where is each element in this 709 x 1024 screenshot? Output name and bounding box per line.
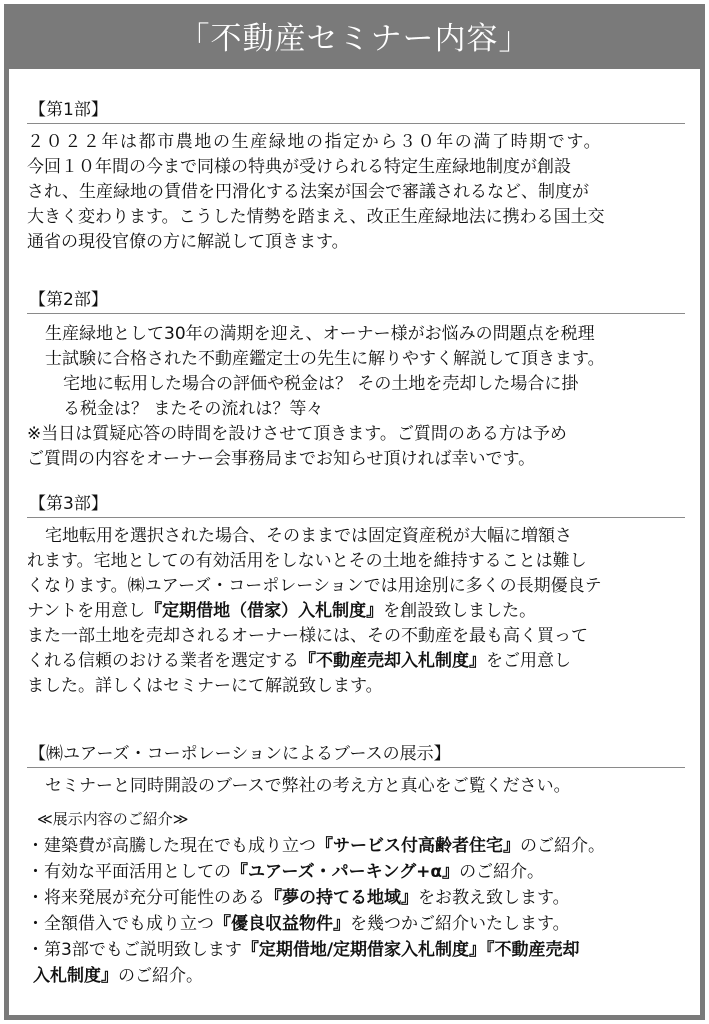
booth-list	[27, 833, 685, 989]
booth-item-text: を幾つかご紹介いたします。	[350, 914, 570, 934]
part2-line: 生産緑地として30年の満期を迎え、オーナー様がお悩みの問題点を税理	[45, 324, 595, 344]
booth-item-highlight: 『サービス付高齢者住宅』	[316, 836, 520, 856]
part2-line: ご質問の内容をオーナー会事務局までお知らせ頂ければ幸いです。	[27, 449, 536, 469]
part3-line: れます。宅地としての有効活用をしないとその土地を維持することは難し	[27, 551, 587, 571]
part3-line: ました。詳しくはセミナーにて解説致します。	[27, 676, 383, 696]
booth-item	[27, 885, 685, 911]
booth-item-highlight: 『定期借地/定期借家入札制度』『不動産売却	[241, 940, 580, 960]
booth-section	[27, 741, 685, 989]
booth-item	[27, 859, 685, 885]
part3-body	[27, 524, 685, 699]
part1-line: ２０２２年は都市農地の生産緑地の指定から３０年の満了時期です。	[27, 132, 603, 152]
part2-body	[27, 322, 685, 472]
part2-section	[27, 287, 685, 472]
part2-heading: 【第2部】	[27, 287, 685, 314]
booth-item-text: のご紹介。	[459, 862, 545, 882]
booth-item-text: ・有効な平面活用としての	[27, 862, 231, 882]
booth-item-text: のご紹介。	[520, 836, 605, 856]
part1-line: され、生産緑地の賃借を円滑化する法案が国会で審議されるなど、制度が	[27, 182, 590, 202]
booth-item-text: ・第3部でもご説明致します	[27, 940, 242, 960]
booth-item-text: をお教え致します。	[418, 888, 570, 908]
booth-item-highlight: 入札制度』	[33, 966, 118, 986]
booth-item-text: ・全額借入でも成り立つ	[27, 914, 214, 934]
booth-item-text: ・建築費が高騰した現在でも成り立つ	[27, 836, 316, 856]
part3-section	[27, 491, 685, 699]
booth-item-highlight: 『ユアーズ・パーキング+α』	[231, 862, 460, 882]
booth-item-text: ・将来発展が充分可能性のある	[27, 888, 265, 908]
booth-item-continued	[27, 963, 685, 989]
part1-line: 大きく変わります。こうした情勢を踏まえ、改正生産緑地法に携わる国土交	[27, 207, 605, 227]
booth-item-highlight: 『優良収益物件』	[214, 914, 350, 934]
part1-section	[27, 97, 685, 255]
seminar-frame	[4, 4, 705, 1020]
part3-line: 宅地転用を選択された場合、そのままでは固定資産税が大幅に増額さ	[45, 526, 572, 546]
fixed-term-lease-bidding-system: 『定期借地（借家）入札制度』	[145, 601, 384, 621]
part2-line: 宅地に転用した場合の評価や税金は？ その土地を売却した場合に掛	[63, 374, 579, 394]
part3-text: をご用意し	[486, 651, 571, 671]
part3-text: ナントを用意し	[27, 601, 146, 621]
booth-intro: セミナーと同時開設のブースで弊社の考え方と真心をご覧ください。	[45, 776, 571, 796]
part1-line: 今回１０年間の今まで同様の特典が受けられる特定生産緑地制度が創設	[27, 157, 571, 177]
page-title: 「不動産セミナー内容」	[9, 9, 700, 69]
part3-line	[27, 649, 685, 674]
part3-line: くなります。㈱ユアーズ・コーポレーションでは用途別に多くの長期優良テ	[27, 576, 602, 596]
part3-text: を創設致しました。	[383, 601, 537, 621]
booth-heading: 【㈱ユアーズ・コーポレーションによるブースの展示】	[27, 741, 685, 768]
booth-item-text: のご紹介。	[118, 966, 203, 986]
booth-item	[27, 937, 685, 963]
part1-body	[27, 130, 685, 255]
part2-line: ※当日は質疑応答の時間を設けさせて頂きます。ご質問のある方は予め	[27, 424, 567, 444]
part3-line: また一部土地を売却されるオーナー様には、その不動産を最も高く買って	[27, 626, 588, 646]
part3-heading: 【第3部】	[27, 491, 685, 518]
booth-item-highlight: 『夢の持てる地域』	[265, 888, 418, 908]
part1-heading: 【第1部】	[27, 97, 685, 124]
part1-line: 通省の現役官僚の方に解説して頂きます。	[27, 232, 349, 252]
booth-item	[27, 833, 685, 859]
part3-text: くれる信頼のおける業者を選定する	[27, 651, 299, 671]
part2-line: る税金は？ またその流れは？等々	[63, 399, 324, 419]
booth-subheading: ≪展示内容のご紹介≫	[37, 810, 189, 828]
real-estate-sale-bidding-system: 『不動産売却入札制度』	[299, 651, 486, 671]
booth-item	[27, 911, 685, 937]
part3-line	[27, 599, 685, 624]
part2-line: 士試験に合格された不動産鑑定士の先生に解りやすく解説して頂きます。	[45, 349, 605, 369]
